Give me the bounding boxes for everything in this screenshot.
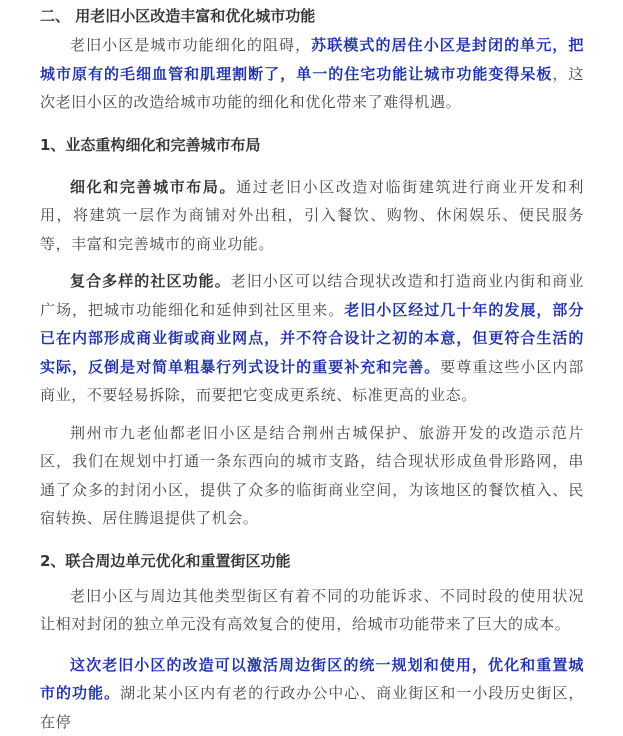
- neighborhood-text: 老旧小区与周边其他类型街区有着不同的功能诉求、不同时段的使用状况让相对封闭的独立单元没有高效复合的使用，给城市功能带来了巨大的成本。: [40, 587, 584, 634]
- intro-paragraph: [40, 31, 584, 117]
- community-highlight: 老旧小区经过几十年的发展，部分已在内部形成商业街或商业网点，并不符合设计之初的本意，但更符合生活的实际，反倒是对简单粗暴行列式设计的重要补充和完善。: [40, 301, 584, 376]
- layout-text: 通过老旧小区改造对临街建筑进行商业开发和利用，将建筑一层作为商铺对外出租，引入餐饮、购物、休闲娱乐、便民服务等，丰富和完善城市的商业功能。: [40, 178, 584, 253]
- community-text: 老旧小区可以结合现状改造和打造商业内街和商业广场，把城市功能细化和延伸到社区里来。: [40, 272, 584, 319]
- activation-highlight: 这次老旧小区的改造可以激活周边街区的统一规划和使用，优化和重置城市的功能。: [40, 656, 584, 703]
- layout-lead: 细化和完善城市布局。: [70, 178, 236, 196]
- section-heading: 二、 用老旧小区改造丰富和优化城市功能: [40, 0, 584, 29]
- community-lead: 复合多样的社区功能。: [70, 272, 231, 290]
- activation-tail: 湖北某小区内有老的行政办公中心、商业街区和一小段历史街区，在停: [40, 684, 584, 731]
- community-tail: 要尊重这些小区内部商业，不要轻易拆除，而要把它变成更系统、标准更高的业态。: [40, 358, 584, 405]
- subsection-1-heading: 1、业态重构细化和完善城市布局: [40, 132, 584, 158]
- subsection-2-heading: 2、联合周边单元优化和重置街区功能: [40, 548, 584, 574]
- jingzhou-paragraph: [40, 419, 584, 533]
- activation-paragraph: [40, 651, 584, 736]
- intro-tail: ，这次老旧小区的改造给城市功能的细化和优化带来了难得机遇。: [40, 65, 584, 112]
- community-paragraph: [40, 267, 584, 410]
- intro-lead: 老旧小区是城市功能细化的阻碍，: [70, 36, 311, 54]
- jingzhou-text: 荆州市九老仙都老旧小区是结合荆州古城保护、旅游开发的改造示范片区，我们在规划中打通一条东西向的城市支路，结合现状形成鱼骨形路网，串通了众多的封闭小区，提供了众多的临街商业空间，为该地区的餐饮植入、民宿转换、居住腾退提供了机会。: [40, 424, 584, 528]
- intro-highlight: 苏联模式的居住小区是封闭的单元，把城市原有的毛细血管和肌理割断了，单一的住宅功能让城市功能变得呆板: [40, 36, 584, 83]
- neighborhood-paragraph: [40, 582, 584, 639]
- layout-paragraph: [40, 173, 584, 259]
